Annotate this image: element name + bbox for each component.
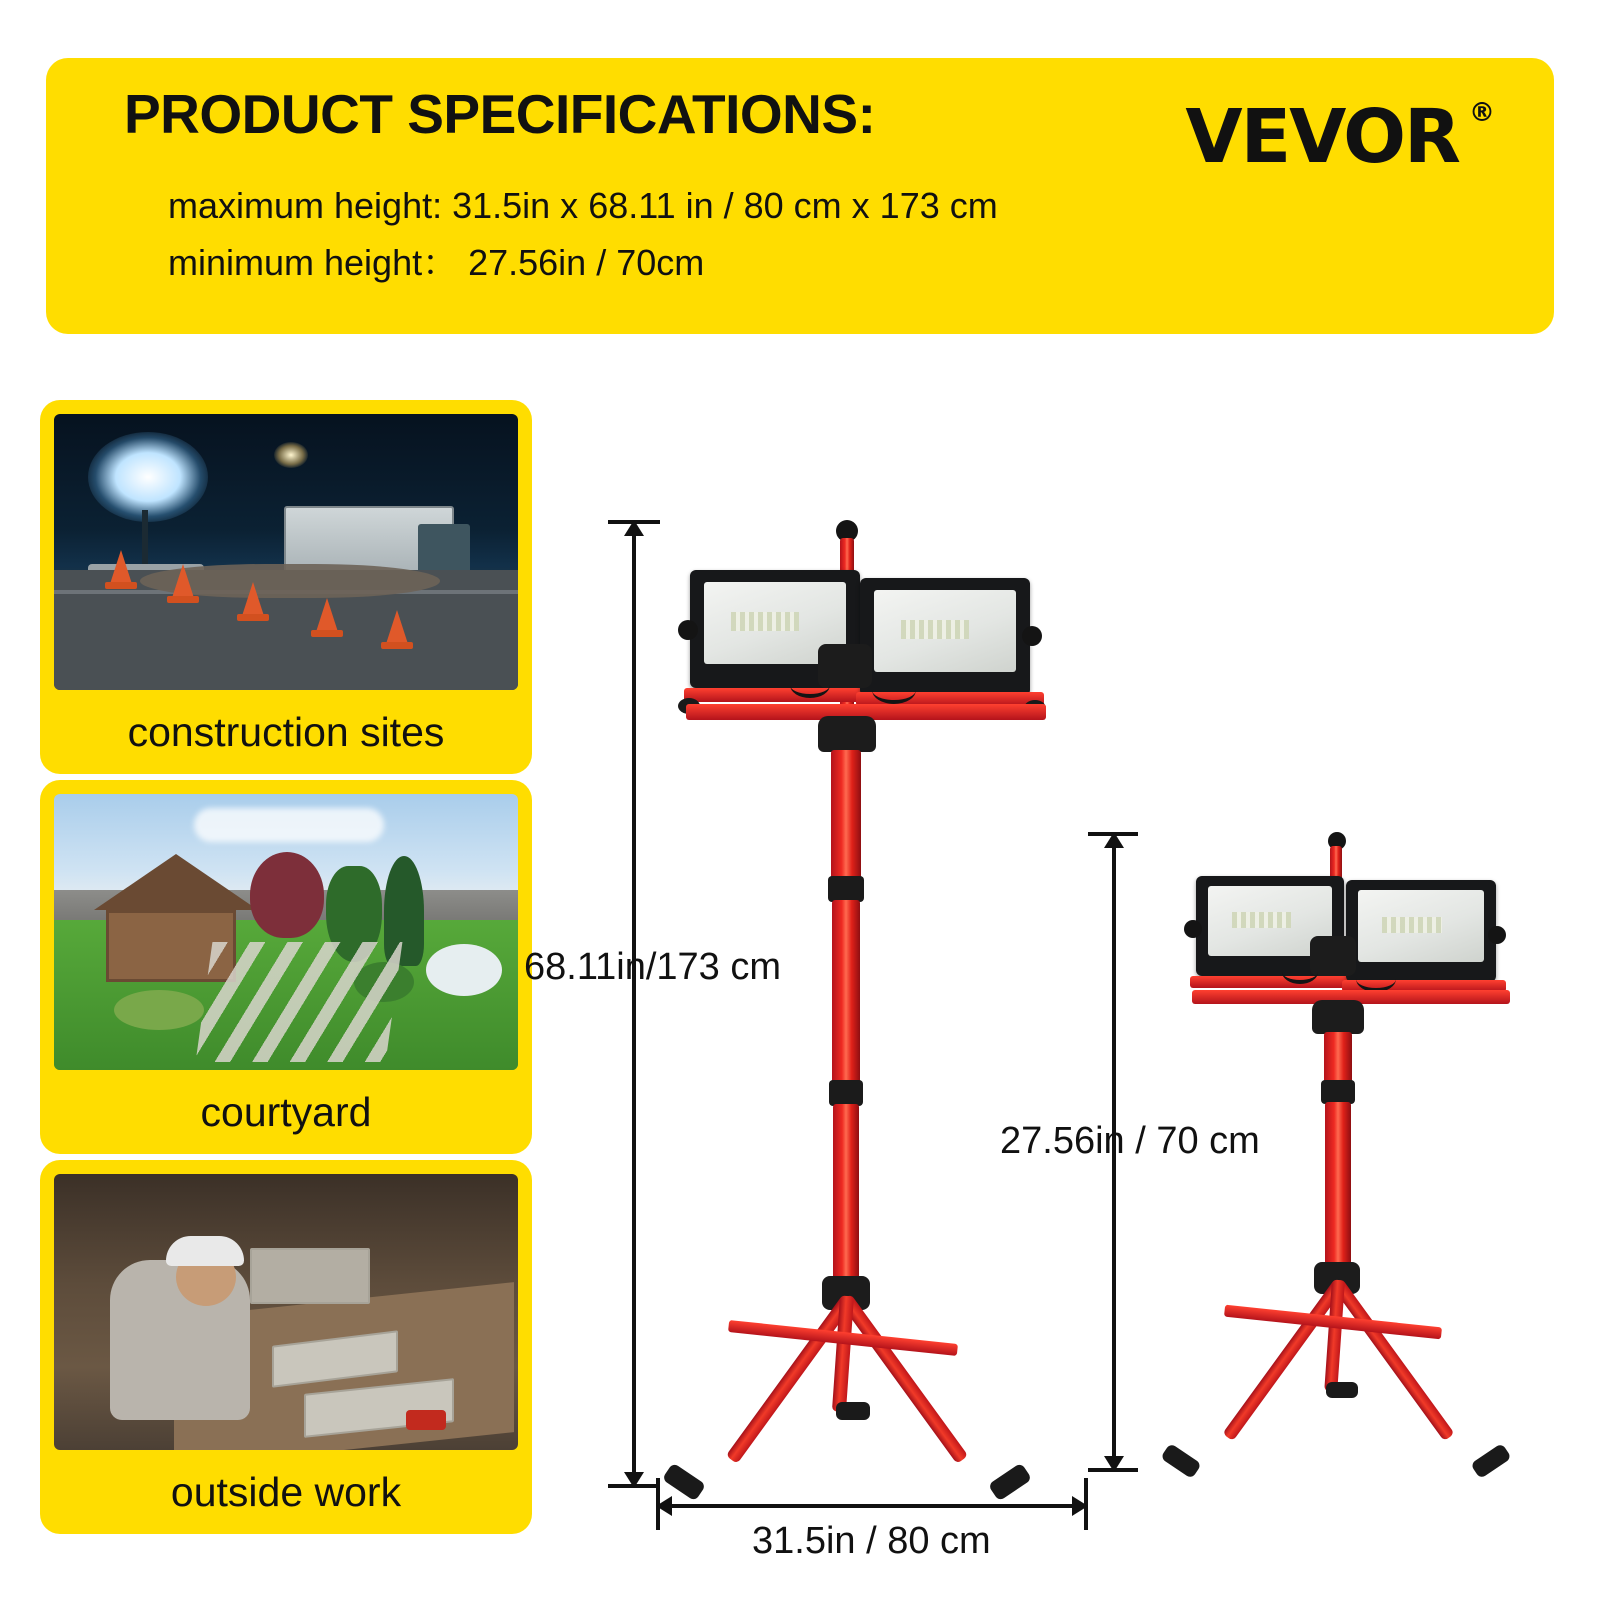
pole-section-top <box>1324 1032 1352 1084</box>
pole-section-top <box>831 750 861 880</box>
spec-header-banner <box>46 58 1554 334</box>
led-array <box>1232 912 1291 928</box>
tripod-foot-left <box>1160 1443 1202 1479</box>
spec-min-height: minimum height： 27.56in / 70cm <box>168 242 705 283</box>
registered-trademark-icon: ® <box>1469 98 1493 128</box>
stone-path <box>196 942 403 1062</box>
photo-night-construction-site <box>54 414 518 690</box>
worker-cap <box>166 1236 244 1266</box>
dim-arrow-down <box>624 1472 644 1488</box>
dim-label-base-width: 31.5in / 80 cm <box>752 1520 991 1562</box>
cloud <box>194 808 384 842</box>
bush <box>114 990 204 1030</box>
lamp-bracket-left <box>1190 976 1352 988</box>
mount-head <box>1312 1000 1364 1034</box>
photo-outside-work <box>54 1174 518 1450</box>
tilt-knob-right <box>1488 926 1506 944</box>
product-dimension-diagram <box>524 380 1570 1562</box>
use-case-card-outside-work <box>40 1160 532 1534</box>
mount-head <box>818 716 876 752</box>
power-cable <box>1282 960 1318 984</box>
street-light-glow <box>274 442 308 468</box>
height-lock-collar-lower <box>829 1080 863 1106</box>
lamp-bracket-left <box>684 688 870 702</box>
traffic-cone <box>242 582 264 616</box>
traffic-cone <box>386 610 408 644</box>
dim-arrow-right <box>1072 1496 1088 1516</box>
brand-logo <box>1185 94 1493 180</box>
use-case-caption: outside work <box>170 1469 402 1515</box>
hand-tool <box>406 1410 446 1430</box>
dim-label-max-height: 68.11in/173 cm <box>524 946 782 988</box>
dim-arrow-up <box>624 520 644 536</box>
photo-courtyard <box>54 794 518 1070</box>
use-case-card-construction-sites <box>40 400 532 774</box>
height-dimension-line <box>632 520 636 1488</box>
use-case-caption: construction sites <box>127 709 445 755</box>
height-lock-collar <box>1321 1080 1355 1104</box>
page-title: PRODUCT SPECIFICATIONS: <box>124 83 876 145</box>
led-array <box>731 612 799 631</box>
power-cable <box>872 676 916 704</box>
tilt-knob-left <box>1184 920 1202 938</box>
light-glow <box>88 432 208 522</box>
flowering-bush <box>426 944 502 996</box>
tripod-foot-center <box>836 1402 870 1420</box>
dim-arrow-left <box>656 1496 672 1516</box>
dim-label-min-height: 27.56in / 70 cm <box>1000 1120 1260 1162</box>
led-array <box>901 620 969 639</box>
use-case-card-courtyard <box>40 780 532 1154</box>
dim-arrow-up <box>1104 832 1124 848</box>
power-cable <box>790 672 830 698</box>
tripod-leg-right <box>1331 1278 1454 1441</box>
tripod-leg-right <box>839 1294 968 1464</box>
gazebo-roof <box>94 854 258 910</box>
brand-name: VEVOR <box>1185 94 1459 180</box>
traffic-cone <box>110 550 132 584</box>
tree <box>250 852 324 938</box>
dim-arrow-down <box>1104 1456 1124 1472</box>
traffic-cone <box>172 564 194 598</box>
traffic-cone <box>316 598 338 632</box>
spec-max-height: maximum height: 31.5in x 68.11 in / 80 cm x 173 cm <box>168 185 998 226</box>
tripod-foot-right <box>988 1463 1032 1502</box>
tripod-foot-center <box>1326 1382 1358 1398</box>
pole-section-bottom <box>833 1104 859 1284</box>
pole-section-middle <box>832 900 860 1084</box>
height-lock-collar-upper <box>828 876 864 902</box>
pole-section-bottom <box>1325 1102 1351 1270</box>
power-cable <box>1356 966 1396 992</box>
led-array <box>1382 917 1442 933</box>
tripod-foot-right <box>1470 1443 1512 1479</box>
tilt-knob-left <box>678 620 698 640</box>
width-dimension-line <box>656 1504 1088 1508</box>
concrete-block <box>250 1248 370 1304</box>
tilt-knob-right <box>1022 626 1042 646</box>
use-case-caption: courtyard <box>200 1089 372 1135</box>
